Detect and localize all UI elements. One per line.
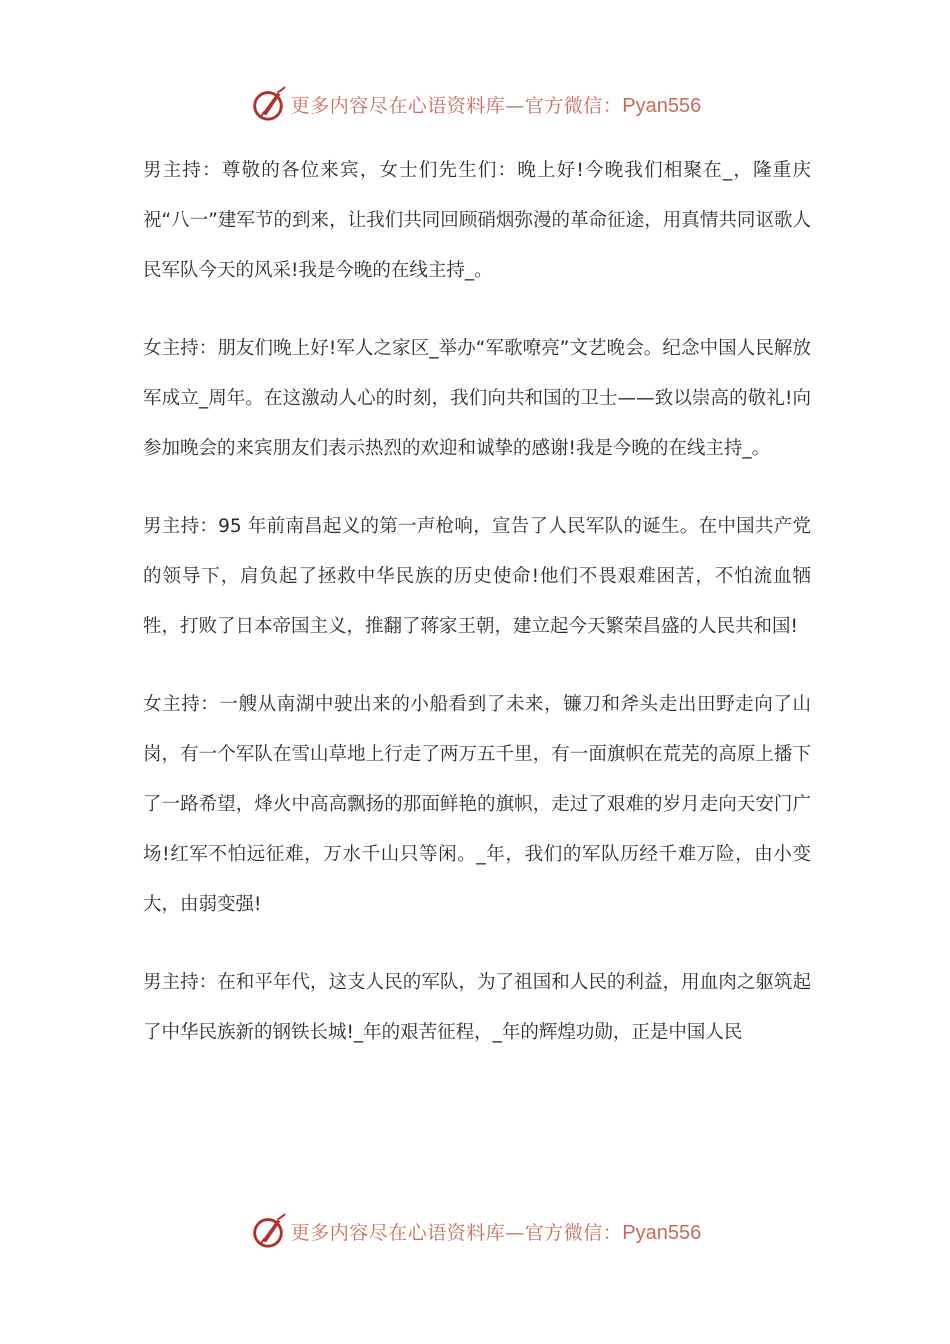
quill-logo-icon xyxy=(249,85,287,123)
document-body xyxy=(143,146,811,1086)
paragraph: 男主持：尊敬的各位来宾，女士们先生们：晚上好!今晚我们相聚在_，隆重庆祝“八一”建军节的到来，让我们共同回顾硝烟弥漫的革命征途，用真情共同讴歌人民军队今天的风采!我是今晚的在线主持_。 xyxy=(143,160,811,281)
paragraph: 男主持：在和平年代，这支人民的军队，为了祖国和人民的利益，用血肉之躯筑起了中华民族新的钢铁长城!_年的艰苦征程，_年的辉煌功勋，正是中国人民 xyxy=(143,972,811,1043)
paragraph: 女主持：一艘从南湖中驶出来的小船看到了未来，镰刀和斧头走出田野走向了山岗，有一个军队在雪山草地上行走了两万五千里，有一面旗帜在荒芜的高原上播下了一路希望，烽火中高高飘扬的那面鲜艳的旗帜，走过了艰难的岁月走向天安门广场!红军不怕远征难，万水千山只等闲。_年，我们的军队历经千难万险，由小变大，由弱变强! xyxy=(143,694,811,915)
header-banner xyxy=(0,82,950,126)
banner-label: 更多内容尽在心语资料库—官方微信： xyxy=(290,94,623,117)
wechat-id: Pyan556 xyxy=(622,1221,702,1244)
footer-banner xyxy=(0,1209,950,1253)
banner-text xyxy=(291,1218,701,1245)
wechat-id: Pyan556 xyxy=(622,94,702,117)
paragraph: 男主持：95 年前南昌起义的第一声枪响，宣告了人民军队的诞生。在中国共产党的领导下，肩负起了拯救中华民族的历史使命!他们不畏艰难困苦，不怕流血牺牲，打败了日本帝国主义，推翻了蒋家王朝，建立起今天繁荣昌盛的人民共和国! xyxy=(143,516,811,637)
paragraph: 女主持：朋友们晚上好!军人之家区_举办“军歌嘹亮”文艺晚会。纪念中国人民解放军成立_周年。在这激动人心的时刻，我们向共和国的卫士——致以崇高的敬礼!向参加晚会的来宾朋友们表示热烈的欢迎和诚挚的感谢!我是今晚的在线主持_。 xyxy=(143,338,811,459)
quill-logo-icon xyxy=(249,1212,287,1250)
banner-label: 更多内容尽在心语资料库—官方微信： xyxy=(290,1221,623,1244)
banner-text xyxy=(291,91,701,118)
